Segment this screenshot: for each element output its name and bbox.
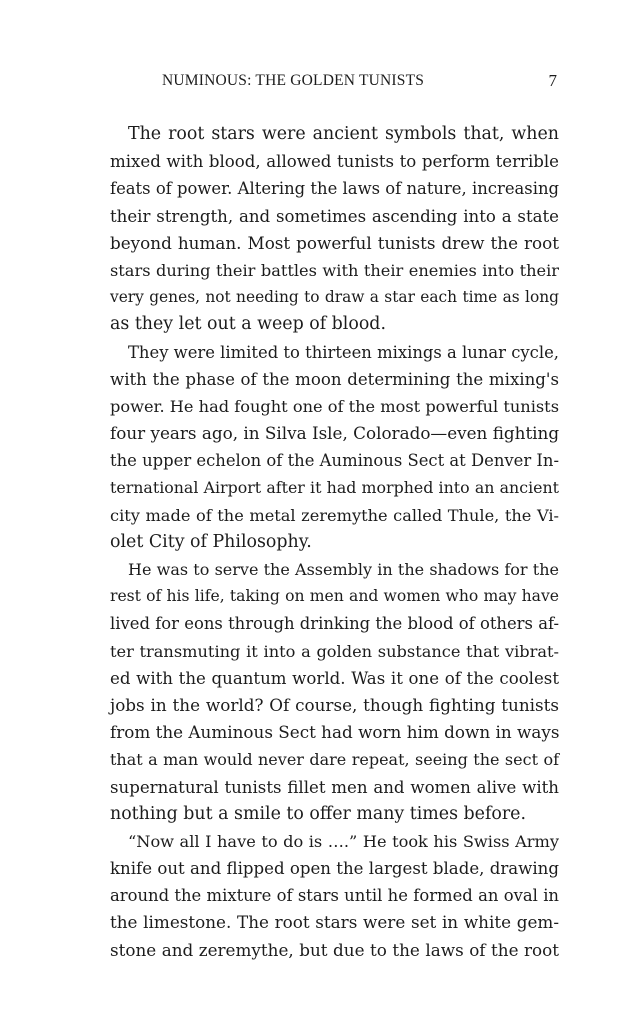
text-line: around the mixture of stars until he formed an oval in [110,886,559,906]
text-line: ed with the quantum world. Was it one of the coolest [110,668,559,688]
text-line: ternational Airport after it had morphed into an ancient [110,478,559,498]
text-line: feats of power. Altering the laws of nature, increasing [110,179,559,199]
text-line: stars during their battles with their enemies into their [110,260,559,280]
text-line: olet City of Philosophy. [110,531,312,552]
text-line: very genes, not needing to draw a star each time as long [110,288,559,307]
text-line: with the phase of the moon determining the mixing's [110,369,559,389]
text-line: The root stars were ancient symbols that, when [128,124,559,144]
text-line: lived for eons through drinking the blood of others af- [110,614,559,634]
text-line: rest of his life, taking on men and women who may have [110,587,559,606]
running-head [110,72,559,94]
text-line: city made of the metal zeremythe called Thule, the Vi- [110,505,559,525]
page-number: 7 [548,71,557,90]
text-line: stone and zeremythe, but due to the laws of the root [110,939,559,960]
text-line: supernatural tunists fillet men and women alive with [110,777,559,797]
running-title: NUMINOUS: THE GOLDEN TUNISTS [162,72,425,89]
text-line: beyond human. Most powerful tunists drew the root [110,232,559,253]
text-line: jobs in the world? Of course, though fighting tunists [110,694,559,715]
text-line: four years ago, in Silva Isle, Colorado—even fighting [110,423,560,444]
text-line: ter transmuting it into a golden substance that vibrat- [110,641,559,661]
text-line: mixed with blood, allowed tunists to perform terrible [110,152,559,172]
text-line: the limestone. The root stars were set in white gem- [110,912,559,933]
text-line: He was to serve the Assembly in the shadows for the [128,560,559,579]
body-text [110,121,559,964]
text-line: the upper echelon of the Auminous Sect at Denver In- [110,451,559,471]
text-line: from the Auminous Sect had worn him down in ways [110,722,560,743]
text-line: as they let out a weep of blood. [110,314,386,335]
text-line: They were limited to thirteen mixings a lunar cycle, [128,342,559,362]
text-line: that a man would never dare repeat, seeing the sect of [110,750,559,770]
text-line: knife out and flipped open the largest blade, drawing [110,859,559,879]
text-line: nothing but a smile to offer many times before. [110,803,526,824]
text-line: “Now all I have to do is ….” He took his Swiss Army [128,831,559,851]
text-line: power. He had fought one of the most powerful tunists [110,396,559,416]
text-line: their strength, and sometimes ascending into a state [110,206,559,226]
